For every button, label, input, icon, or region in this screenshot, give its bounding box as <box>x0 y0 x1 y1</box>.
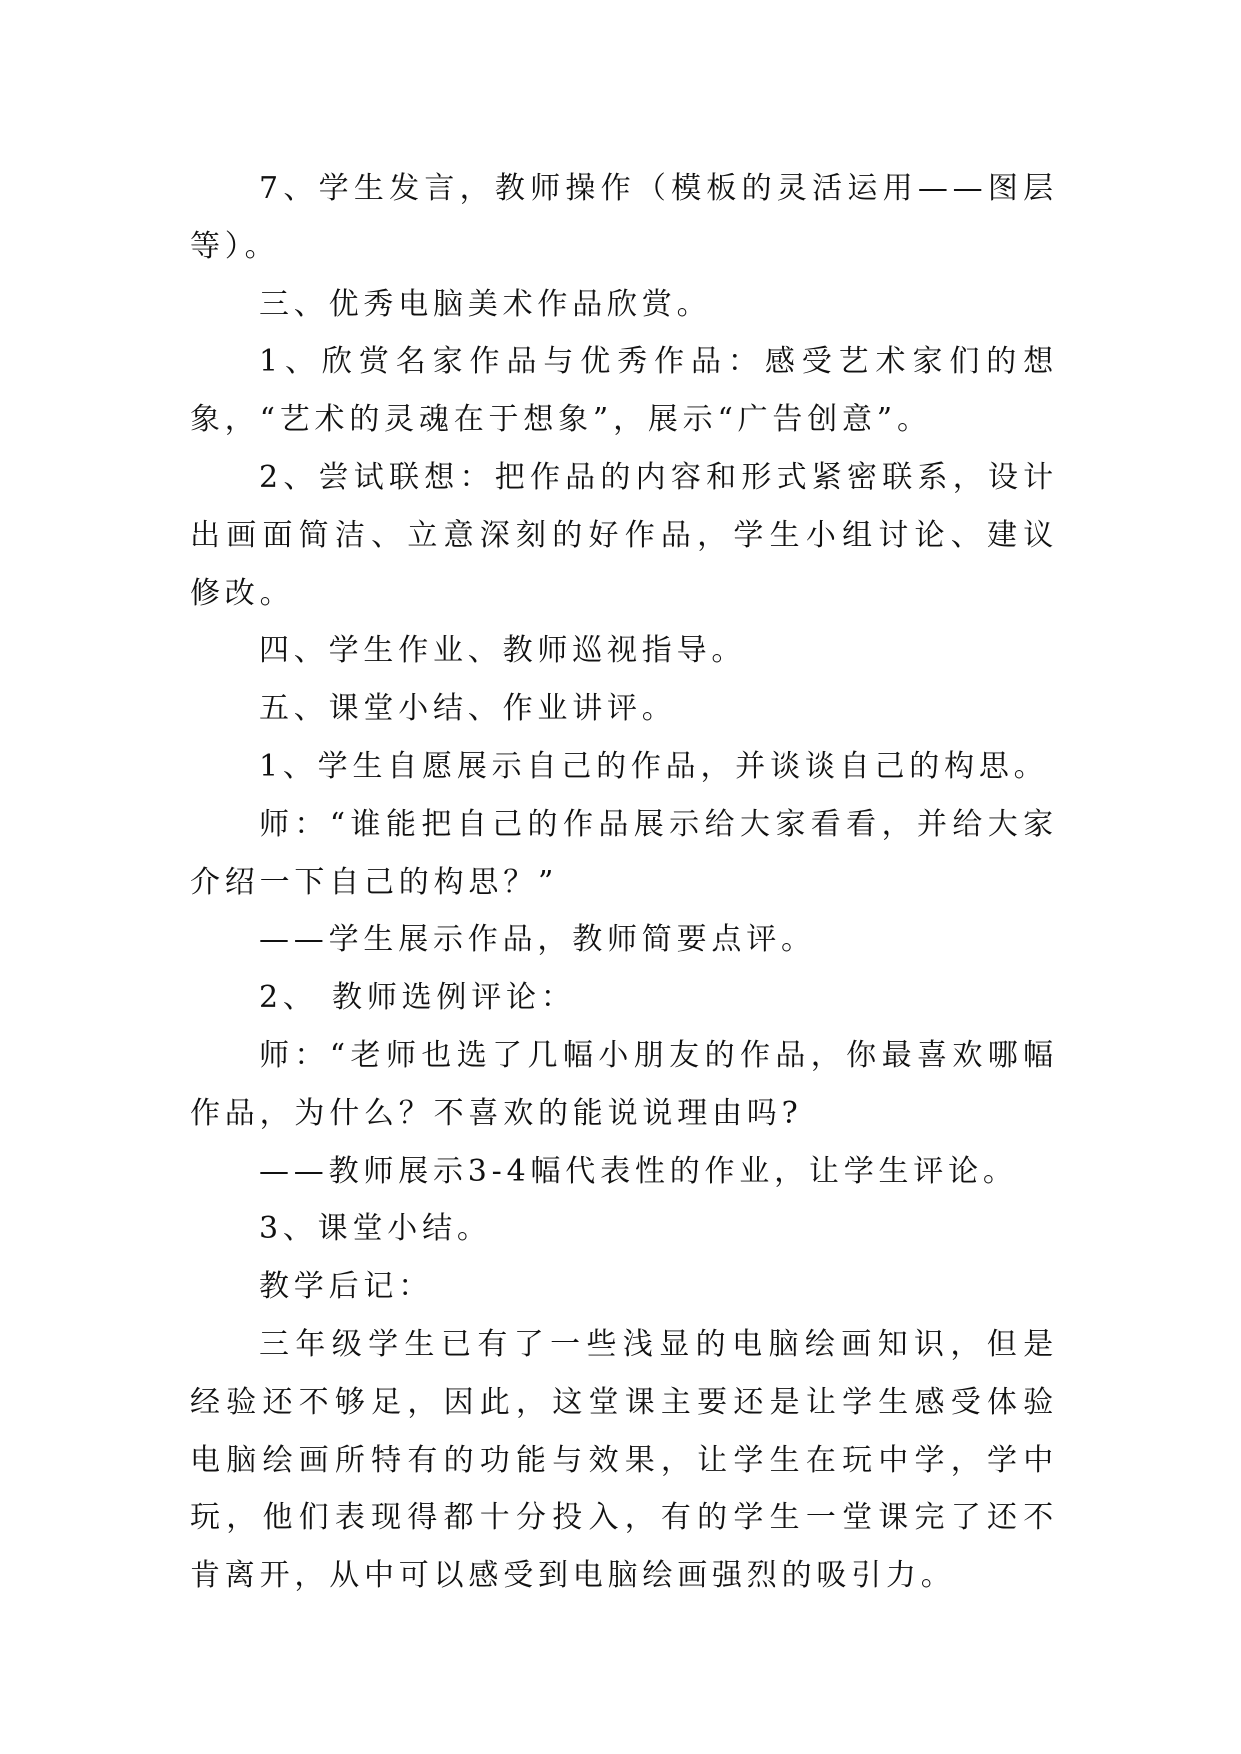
paragraph: 2、尝试联想：把作品的内容和形式紧密联系，设计出画面简洁、立意深刻的好作品，学生小组讨论、建议修改。 <box>190 459 1058 611</box>
paragraph: 师：“老师也选了几幅小朋友的作品，你最喜欢哪幅作品，为什么？不喜欢的能说说理由吗? <box>190 1037 1058 1131</box>
paragraph: 教学后记： <box>259 1269 433 1305</box>
paragraph: 3、课堂小结。 <box>259 1211 492 1247</box>
paragraph: 7、学生发言，教师操作（模板的灵活运用——图层等）。 <box>190 171 1058 264</box>
paragraph: 四、学生作业、教师巡视指导。 <box>259 633 747 669</box>
paragraph: 五、课堂小结、作业讲评。 <box>259 691 677 727</box>
paragraph: 1、欣赏名家作品与优秀作品：感受艺术家们的想象，“艺术的灵魂在于想象”，展示“广告创意”。 <box>190 344 1058 438</box>
paragraph: ——学生展示作品，教师简要点评。 <box>259 922 816 958</box>
paragraph: 1、学生自愿展示自己的作品，并谈谈自己的构思。 <box>259 748 1049 784</box>
paragraph: 2、 教师选例评论： <box>259 980 576 1016</box>
paragraph: ——教师展示3-4幅代表性的作业，让学生评论。 <box>259 1153 1018 1189</box>
paragraph: 三年级学生已有了一些浅显的电脑绘画知识，但是经验还不够足，因此，这堂课主要还是让学生感受体验电脑绘画所特有的功能与效果，让学生在玩中学，学中玩，他们表现得都十分投入，有的学生一堂课完了还不肯离开，从中可以感受到电脑绘画强烈的吸引力。 <box>190 1326 1058 1594</box>
paragraph: 师：“谁能把自己的作品展示给大家看看，并给大家介绍一下自己的构思？” <box>190 806 1058 900</box>
paragraph: 三、优秀电脑美术作品欣赏。 <box>259 286 712 322</box>
document-body <box>190 160 1058 1605</box>
